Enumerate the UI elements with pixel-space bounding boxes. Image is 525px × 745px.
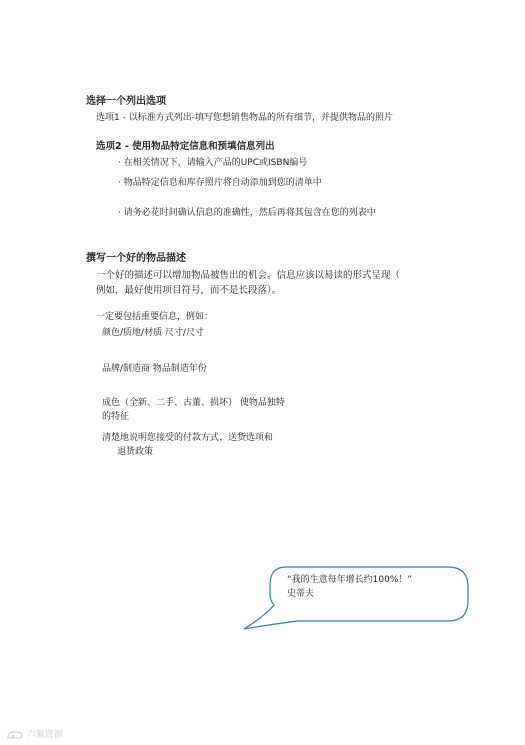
watermark-text: 六氮资源 [26, 730, 63, 740]
option1-text: 选项1 - 以标准方式列出-填写您想销售物品的所有细节，并提供物品的照片 [96, 113, 393, 123]
bullet-upc-isbn: · 在相关情况下，请输入产品的UPC或ISBN编号 [118, 158, 308, 168]
bullet-auto-add: · 物品特定信息和库存照片将自动添加到您的清单中 [118, 178, 322, 188]
info-item-payment: 清楚地说明您接受的付款方式、送货选项和 [102, 433, 274, 443]
info-item-condition-cont: 的特征 [102, 412, 130, 422]
must-include-text: 一定要包括重要信息，例如： [96, 312, 214, 322]
info-item-color: 颜色/质地/材质 尺寸/尺寸 [102, 328, 204, 338]
speech-bubble [236, 563, 472, 635]
watermark [6, 727, 63, 740]
quote-text: “我的生意每年增长约100%！” [287, 575, 413, 585]
section-description-title: 撰写一个好的物品描述 [86, 253, 186, 264]
option2-title: 选项2 - 使用物品特定信息和预填信息列出 [96, 141, 275, 152]
info-item-condition: 成色（全新、二手、古董、损坏） 使物品独特 [102, 398, 285, 408]
info-item-brand: 品牌/制造商 物品制造年份 [102, 364, 207, 374]
section-choose-listing-title: 选择一个列出选项 [86, 96, 166, 107]
description-intro-line1: 一个好的描述可以增加物品被售出的机会。信息应该以易读的形式呈现（ [96, 270, 401, 281]
info-item-payment-cont: 退货政策 [117, 447, 154, 457]
watermark-logo-icon [6, 730, 24, 740]
description-intro-line2: 例如，最好使用项目符号，而不是长段落）。 [96, 285, 282, 296]
quote-author: 史蒂夫 [287, 589, 315, 599]
bullet-confirm-accuracy: · 请务必花时间确认信息的准确性，然后再将其包含在您的列表中 [118, 208, 376, 218]
